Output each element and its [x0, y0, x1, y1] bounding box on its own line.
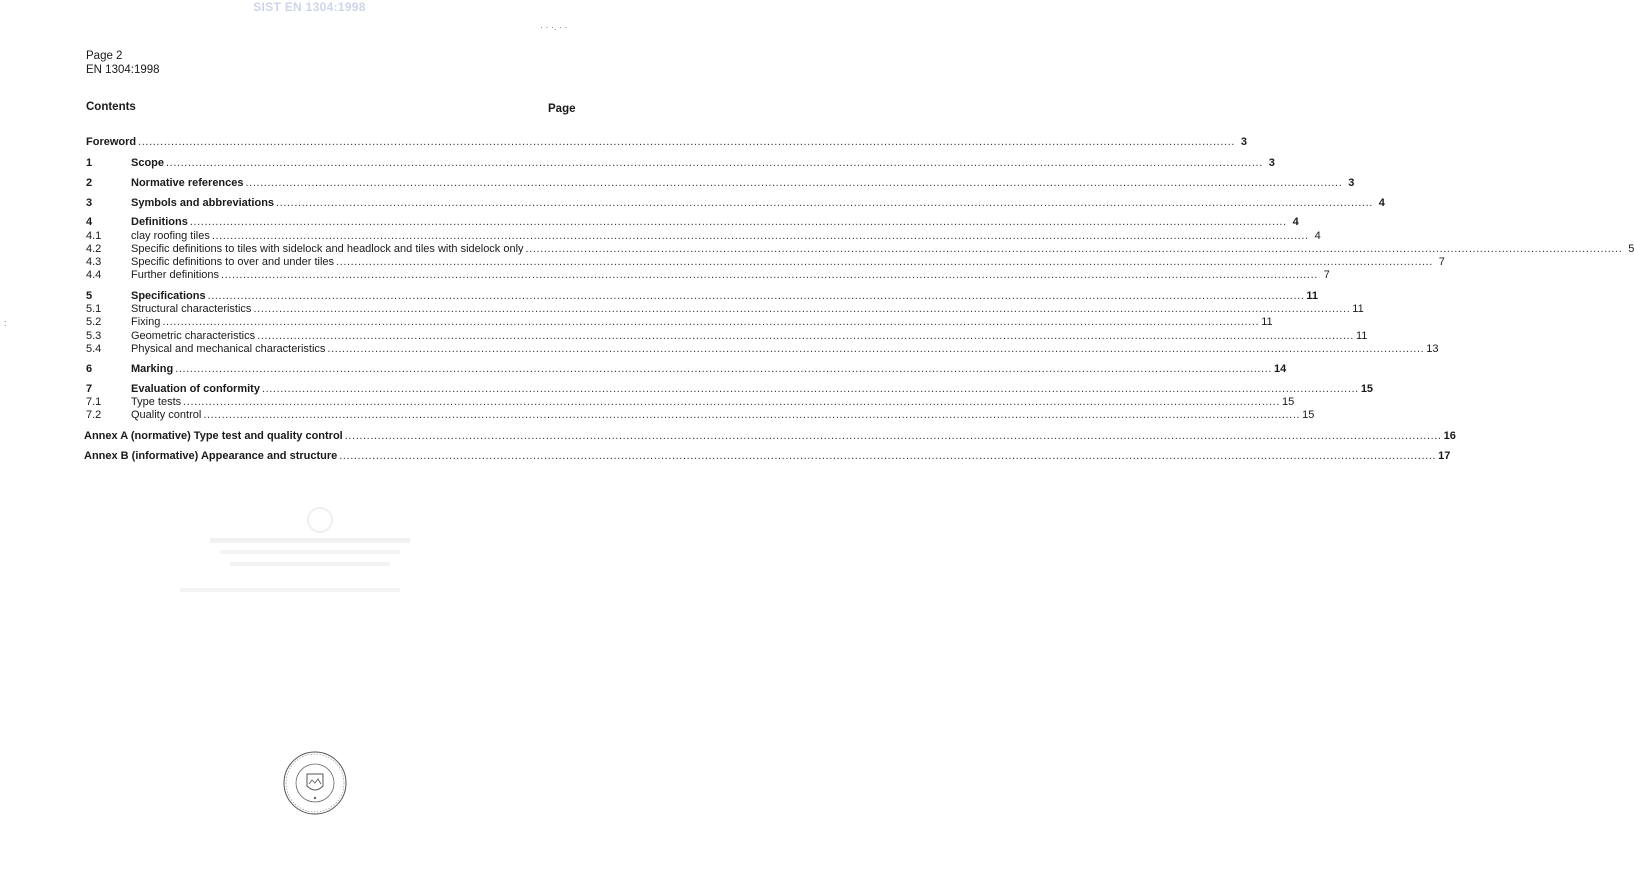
toc-title: Physical and mechanical characteristics	[131, 343, 326, 355]
toc-page: 17	[1438, 450, 1451, 462]
watermark: SIST EN 1304:1998	[253, 0, 366, 14]
toc-entry-4-3[interactable]	[86, 256, 1445, 269]
toc-entry-annex-a[interactable]	[84, 430, 1456, 443]
toc-title: Type tests	[131, 396, 182, 408]
toc-number: 4.3	[86, 256, 102, 268]
toc-entry-annex-b[interactable]	[84, 450, 1451, 463]
leader-dots: ............................................................................................................................................................................................................................................................................................................	[253, 303, 1351, 315]
toc-number: 5.4	[86, 343, 102, 355]
page-number: Page 2	[86, 50, 123, 62]
leader-dots: ............................................................................................................................................................................................................................................................................................................	[207, 290, 1305, 302]
toc-number: 3	[86, 197, 93, 209]
toc-page: 3	[1268, 157, 1275, 169]
toc-title: Further definitions	[131, 269, 220, 281]
toc-title: Definitions	[131, 216, 188, 228]
leader-dots: ............................................................................................................................................................................................................................................................................................................	[344, 430, 1442, 442]
toc-number: 7.1	[86, 396, 102, 408]
toc-entry-5-4[interactable]	[86, 343, 1439, 356]
scan-specks-left: :	[4, 318, 7, 328]
toc-number: 1	[86, 157, 93, 169]
toc-number: 5.2	[86, 316, 102, 328]
toc-page: 4	[1292, 216, 1299, 228]
toc-title: Symbols and abbreviations	[131, 197, 275, 209]
toc-title: Specific definitions to over and under tiles	[131, 256, 335, 268]
leader-dots: ............................................................................................................................................................................................................................................................................................................	[189, 216, 1287, 228]
toc-number: 4.4	[86, 269, 102, 281]
toc-entry-normative-references[interactable]	[86, 177, 1355, 190]
toc-entry-scope[interactable]	[86, 157, 1275, 170]
scan-specks: · · ·. · ·	[540, 22, 568, 32]
toc-title: Specific definitions to tiles with sidelock and headlock and tiles with sidelock only	[131, 243, 524, 255]
leader-dots: ............................................................................................................................................................................................................................................................................................................	[221, 269, 1318, 281]
toc-title: Evaluation of conformity	[131, 383, 260, 395]
toc-title: Foreword	[86, 136, 137, 148]
toc-number: 4	[86, 216, 93, 228]
bleed-through-marks	[170, 500, 430, 610]
toc-page: 13	[1426, 343, 1439, 355]
toc-title: Geometric characteristics	[131, 330, 256, 342]
toc-number: 4.2	[86, 243, 102, 255]
toc-entry-definitions[interactable]	[86, 216, 1299, 229]
leader-dots: ............................................................................................................................................................................................................................................................................................................	[327, 343, 1425, 355]
toc-entry-marking[interactable]	[86, 363, 1287, 376]
toc-number: 5.1	[86, 303, 102, 315]
toc-page: 11	[1355, 330, 1368, 342]
toc-page: 7	[1323, 269, 1330, 281]
toc-page: 3	[1240, 136, 1247, 148]
leader-dots: ............................................................................................................................................................................................................................................................................................................	[245, 177, 1343, 189]
toc-number: 2	[86, 177, 93, 189]
leader-dots: ............................................................................................................................................................................................................................................................................................................	[261, 383, 1359, 395]
toc-title: Fixing	[131, 316, 161, 328]
toc-title: Annex B (informative) Appearance and structure	[84, 450, 338, 462]
leader-dots: ............................................................................................................................................................................................................................................................................................................	[183, 396, 1280, 408]
toc-entry-symbols[interactable]	[86, 197, 1385, 210]
leader-dots: ............................................................................................................................................................................................................................................................................................................	[525, 243, 1623, 255]
leader-dots: ............................................................................................................................................................................................................................................................................................................	[339, 450, 1437, 462]
toc-entry-specifications[interactable]	[86, 290, 1319, 303]
toc-entry-5-3[interactable]	[86, 330, 1368, 343]
toc-entry-7-2[interactable]	[86, 409, 1315, 422]
toc-entry-4-2[interactable]	[86, 243, 1634, 256]
seal-stamp-icon	[282, 750, 348, 816]
toc-title: Annex A (normative) Type test and quality control	[84, 430, 343, 442]
toc-entry-5-1[interactable]	[86, 303, 1364, 316]
toc-entry-evaluation[interactable]	[86, 383, 1374, 396]
toc-page: 11	[1261, 316, 1273, 328]
toc-entry-7-1[interactable]	[86, 396, 1295, 409]
toc-number: 4.1	[86, 230, 102, 242]
toc-entry-5-2[interactable]	[86, 316, 1273, 329]
toc-page: 11	[1306, 290, 1319, 302]
toc-page: 15	[1281, 396, 1295, 408]
toc-title: Scope	[131, 157, 165, 169]
leader-dots: ............................................................................................................................................................................................................................................................................................................	[203, 409, 1301, 421]
toc-title: clay roofing tiles	[131, 230, 210, 242]
toc-number: 7.2	[86, 409, 102, 421]
page-column-header: Page	[548, 103, 576, 115]
toc-number: 5	[86, 290, 93, 302]
toc-page: 3	[1348, 177, 1355, 189]
toc-number: 7	[86, 383, 93, 395]
toc-title: Structural characteristics	[131, 303, 252, 315]
leader-dots: ............................................................................................................................................................................................................................................................................................................	[166, 157, 1263, 169]
toc-page: 14	[1274, 363, 1287, 375]
toc-page: 4	[1314, 230, 1321, 242]
toc-page: 15	[1302, 409, 1315, 421]
leader-dots: ............................................................................................................................................................................................................................................................................................................	[336, 256, 1433, 268]
leader-dots: ............................................................................................................................................................................................................................................................................................................	[138, 136, 1235, 148]
toc-entry-4-1[interactable]	[86, 230, 1321, 243]
toc-title: Marking	[131, 363, 174, 375]
toc-title: Specifications	[131, 290, 206, 302]
toc-title: Quality control	[131, 409, 202, 421]
toc-page: 11	[1352, 303, 1364, 315]
toc-number: 6	[86, 363, 93, 375]
leader-dots: ............................................................................................................................................................................................................................................................................................................	[175, 363, 1273, 375]
leader-dots: ............................................................................................................................................................................................................................................................................................................	[276, 197, 1373, 209]
standard-id: EN 1304:1998	[86, 64, 160, 76]
leader-dots: ............................................................................................................................................................................................................................................................................................................	[162, 316, 1260, 328]
toc-title: Normative references	[131, 177, 244, 189]
toc-entry-foreword[interactable]	[86, 136, 1247, 149]
toc-page: 5	[1628, 243, 1634, 255]
toc-number: 5.3	[86, 330, 102, 342]
toc-entry-4-4[interactable]	[86, 269, 1330, 282]
leader-dots: ............................................................................................................................................................................................................................................................................................................	[257, 330, 1354, 342]
leader-dots: ............................................................................................................................................................................................................................................................................................................	[211, 230, 1309, 242]
toc-page: 4	[1378, 197, 1385, 209]
toc-page: 15	[1360, 383, 1374, 395]
contents-title: Contents	[86, 101, 136, 113]
toc-page: 16	[1443, 430, 1456, 442]
toc-page: 7	[1438, 256, 1445, 268]
